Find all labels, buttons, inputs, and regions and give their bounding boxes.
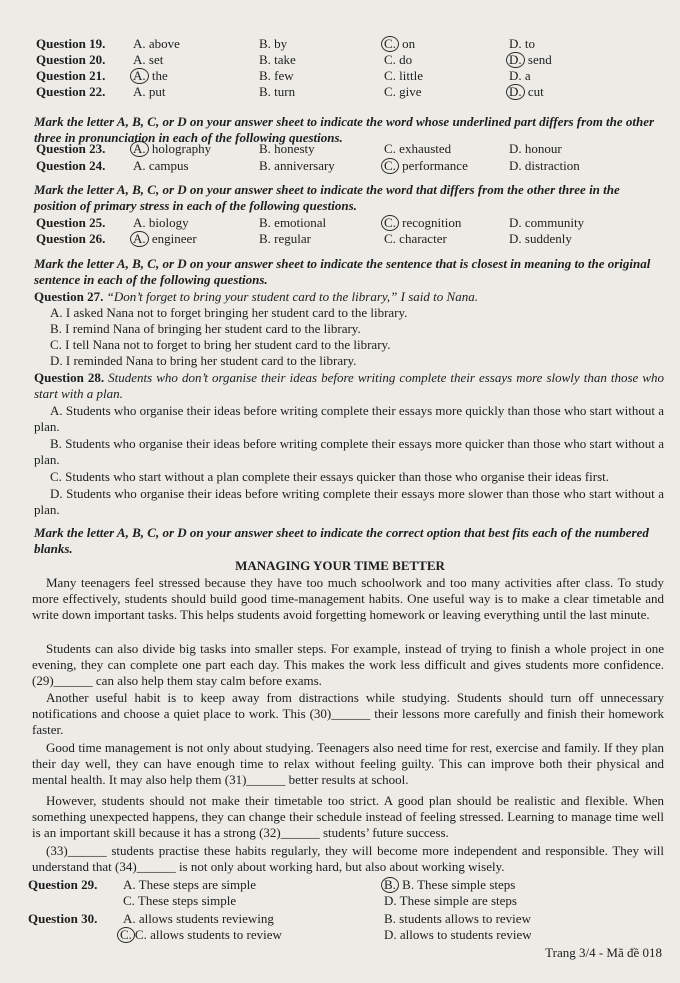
q27-option-c[interactable]: C. I tell Nana not to forget to bring her student card to the library.: [50, 337, 391, 352]
answer-row: [0, 68, 680, 84]
q30-option-c-text: C. allows students to review: [134, 927, 282, 942]
option-b[interactable]: B. honesty: [259, 141, 315, 156]
question-30-row-1: [0, 911, 680, 927]
answer-circle-icon: C.: [381, 215, 399, 231]
answer-circle-icon: A.: [130, 231, 149, 247]
q27-option-a[interactable]: A. I asked Nana not to forget bringing her student card to the library.: [50, 305, 408, 320]
passage-paragraph-6: (33)______ students practise these habits regularly, they will become more independent and responsible. They will understand that (34)______ is not only about working hard, but also about working wisely.: [32, 843, 664, 875]
q30-option-b[interactable]: B. students allows to review: [384, 911, 531, 926]
option-d[interactable]: D. honour: [509, 141, 562, 156]
q30-option-d[interactable]: D. allows to students review: [384, 927, 532, 942]
option-a[interactable]: A. biology: [133, 215, 189, 230]
question-label: Question 22.: [36, 84, 106, 99]
answer-row: [0, 84, 680, 100]
option-a[interactable]: A. holography: [133, 141, 211, 157]
question-label: Question 24.: [36, 158, 106, 173]
question-29-row-2: [0, 893, 680, 909]
passage-paragraph-2: Students can also divide big tasks into smaller steps. For example, instead of trying to finish a whole project in one evening, they can complete one part each day. This makes the work less difficult and gives students more confidence. (29)______ can also help them stay calm before exams.: [32, 641, 664, 689]
option-c[interactable]: C. exhausted: [384, 141, 452, 156]
option-a[interactable]: A. engineer: [133, 231, 197, 247]
question-29-row-1: [0, 877, 680, 893]
option-c[interactable]: C. recognition: [384, 215, 461, 231]
q28-option-d[interactable]: D. Students who organise their ideas before writing complete their essays more slower than those who start without a plan.: [34, 486, 664, 517]
answer-row: [0, 231, 680, 247]
option-d[interactable]: D. community: [509, 215, 585, 230]
q29-option-b[interactable]: [384, 877, 515, 893]
answer-circle-icon: D.: [506, 84, 525, 100]
q30-label: Question 30.: [28, 911, 98, 926]
option-b[interactable]: B. emotional: [259, 215, 327, 230]
page-footer: Trang 3/4 - Mã đề 018: [545, 945, 662, 960]
question-label: Question 21.: [36, 68, 106, 83]
question-label: Question 20.: [36, 52, 106, 67]
option-c[interactable]: C. on: [384, 36, 415, 52]
question-27-stem: Question 27. “Don’t forget to bring your student card to the library,” I said to Nana.: [34, 289, 478, 304]
q27-option-d[interactable]: D. I reminded Nana to bring her student card to the library.: [50, 353, 357, 368]
pronunciation-instruction: Mark the letter A, B, C, or D on your answer sheet to indicate the word whose underlined part differs from the other three in pronunciation in each of the following questions.: [34, 114, 655, 145]
q28-option-b[interactable]: B. Students who organise their ideas before writing complete their essays more quicker than those who start without a plan.: [34, 436, 664, 467]
answer-circle-icon: B.: [381, 877, 399, 893]
q28-option-c[interactable]: C. Students who start without a plan complete their essays quicker than those who organise their ideas first.: [50, 469, 610, 484]
answer-circle-icon: C.: [381, 158, 399, 174]
option-d[interactable]: D. a: [509, 68, 531, 83]
q29-label: Question 29.: [28, 877, 98, 892]
passage-paragraph-4: Good time management is not only about studying. Teenagers also need time for rest, exercise and family. If they plan their day well, they can have enough time to relax without feeling guilty. This can improve both their physical and mental health. It may also help them (31)______ better results at school.: [32, 740, 664, 788]
option-d[interactable]: D. send: [509, 52, 552, 68]
option-d[interactable]: D. to: [509, 36, 535, 51]
question-label: Question 19.: [36, 36, 106, 51]
option-b[interactable]: B. turn: [259, 84, 296, 99]
option-b[interactable]: B. by: [259, 36, 288, 51]
answer-row: [0, 141, 680, 157]
q27-option-b[interactable]: B. I remind Nana of bringing her student card to the library.: [50, 321, 361, 336]
option-a[interactable]: A. campus: [133, 158, 189, 173]
option-c[interactable]: C. character: [384, 231, 447, 246]
answer-circle-icon: D.: [506, 52, 525, 68]
answer-circle-icon: A.: [130, 141, 149, 157]
question-30-row-2: [0, 927, 680, 943]
passage-title: MANAGING YOUR TIME BETTER: [235, 558, 445, 573]
q29-option-d[interactable]: D. These simple are steps: [384, 893, 517, 908]
option-d[interactable]: D. suddenly: [509, 231, 572, 246]
stress-instruction: Mark the letter A, B, C, or D on your answer sheet to indicate the word that differs from the other three in the position of primary stress in each of the following questions.: [34, 182, 620, 213]
option-b[interactable]: B. anniversary: [259, 158, 335, 173]
option-b[interactable]: B. take: [259, 52, 296, 67]
q29-option-a[interactable]: A. These steps are simple: [123, 877, 256, 892]
option-c[interactable]: C. do: [384, 52, 413, 67]
answer-circle-icon: C.: [381, 36, 399, 52]
option-c[interactable]: C. give: [384, 84, 422, 99]
q30-option-c[interactable]: [120, 927, 282, 943]
option-b[interactable]: B. few: [259, 68, 294, 83]
question-label: Question 26.: [36, 231, 106, 246]
answer-row: [0, 52, 680, 68]
answer-row: [0, 158, 680, 174]
q29-option-b-text: B. These simple steps: [402, 877, 516, 892]
passage-paragraph-3: Another useful habit is to keep away from distractions while studying. Students should turn off unnecessary notifications and choose a quiet place to work. This (30)______ their lessons more carefully and finish their homework faster.: [32, 690, 664, 738]
option-a[interactable]: A. the: [133, 68, 168, 84]
option-a[interactable]: A. put: [133, 84, 166, 99]
meaning-instruction: Mark the letter A, B, C, or D on your answer sheet to indicate the sentence that is closest in meaning to the original sentence in each of the following questions.: [34, 256, 651, 287]
passage-paragraph-5: However, students should not make their timetable too strict. A good plan should be realistic and flexible. When something unexpected happens, they can change their schedule instead of feeling stressed. Learning to manage time well is an important skill because it has a strong (32)______ students’ future success.: [32, 793, 664, 841]
question-label: Question 25.: [36, 215, 106, 230]
q28-option-a[interactable]: A. Students who organise their ideas before writing complete their essays more quickly than those who start without a plan.: [34, 403, 664, 434]
option-d[interactable]: D. distraction: [509, 158, 580, 173]
passage-paragraph-1: Many teenagers feel stressed because they have too much schoolwork and too many activities after class. To study more effectively, students should build good time-management habits. One useful way is to make a clear timetable and write down important tasks. This helps students avoid forgetting homework or leaving everything until the last minute.: [32, 575, 664, 623]
option-d[interactable]: D. cut: [509, 84, 544, 100]
option-c[interactable]: C. little: [384, 68, 423, 83]
answer-row: [0, 36, 680, 52]
option-c[interactable]: C. performance: [384, 158, 468, 174]
q30-option-a[interactable]: A. allows students reviewing: [123, 911, 274, 926]
answer-row: [0, 215, 680, 231]
question-label: Question 23.: [36, 141, 106, 156]
q29-option-c[interactable]: C. These steps simple: [123, 893, 237, 908]
option-b[interactable]: B. regular: [259, 231, 311, 246]
answer-circle-icon: C.: [117, 927, 135, 943]
cloze-instruction: Mark the letter A, B, C, or D on your answer sheet to indicate the correct option that best fits each of the numbered blanks.: [34, 525, 649, 556]
question-28-stem: Question 28. Students who don’t organise their ideas before writing complete their essays more slowly than those who start with a plan.: [34, 370, 665, 401]
option-a[interactable]: A. above: [133, 36, 180, 51]
answer-circle-icon: A.: [130, 68, 149, 84]
option-a[interactable]: A. set: [133, 52, 164, 67]
